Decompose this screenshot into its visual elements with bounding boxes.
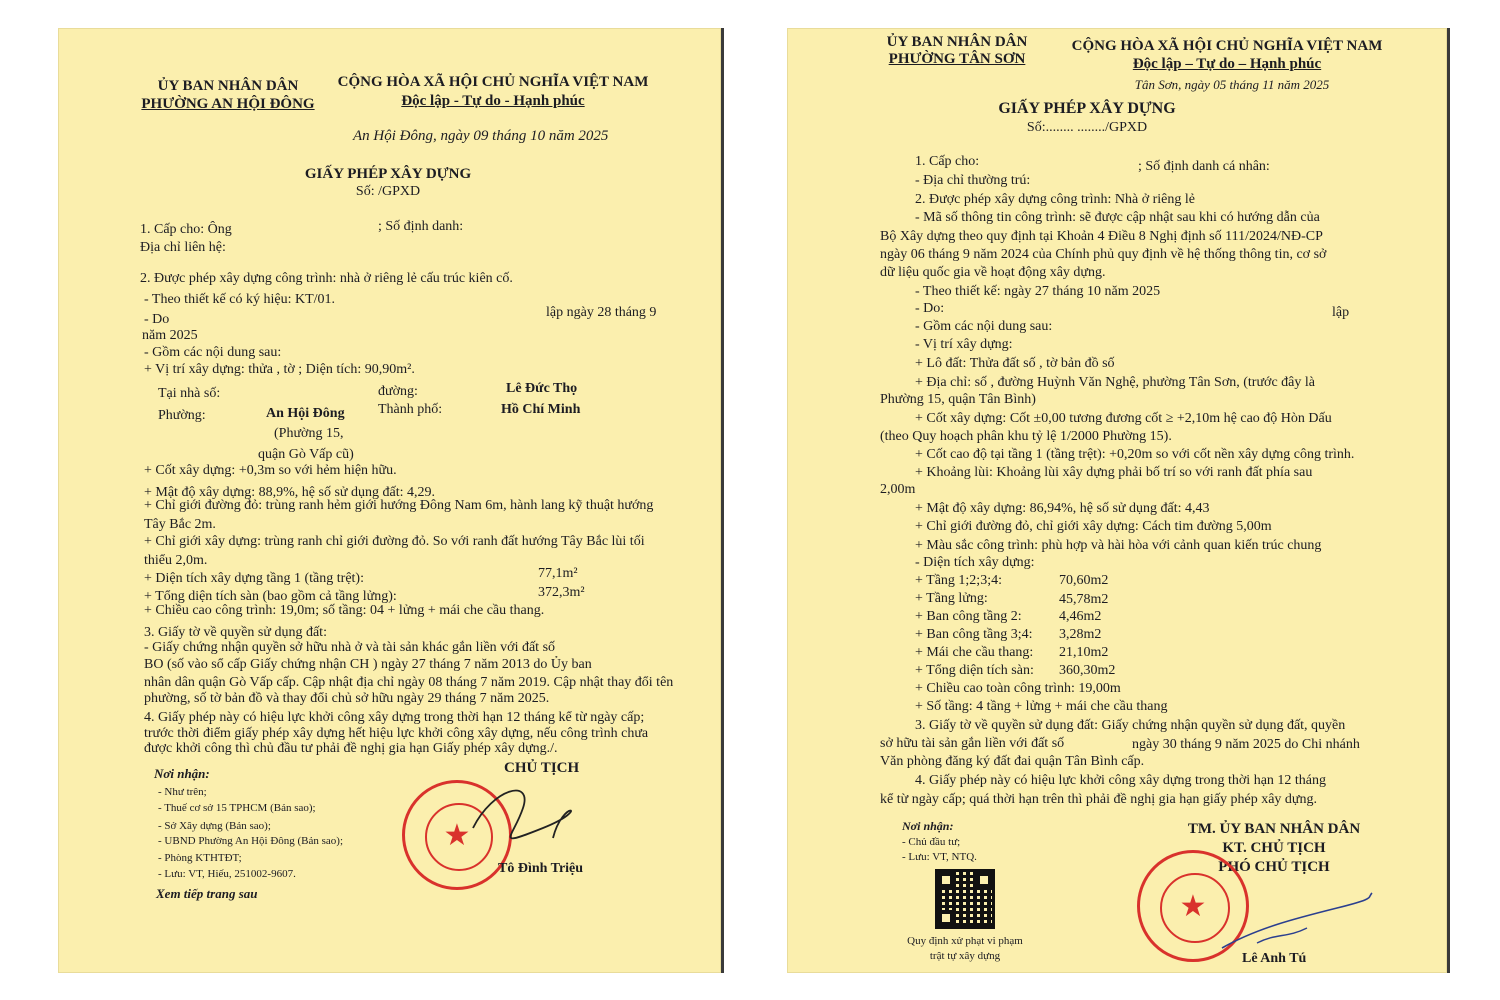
city-label: Thành phố:	[378, 402, 443, 417]
national-title: CỘNG HÒA XÃ HỘI CHỦ NGHĨA VIỆT NAM	[1071, 38, 1383, 54]
id-number: ; Số định danh cá nhân:	[1138, 159, 1270, 174]
red-line-boundary-cont: Tây Bắc 2m.	[144, 517, 216, 532]
area-balcony-2-value: 4,46m2	[1059, 609, 1102, 624]
signer-line-2: KT. CHỦ TỊCH	[1222, 840, 1326, 856]
area-heading: - Diện tích xây dựng:	[915, 555, 1035, 570]
signer-name: Tô Đình Triệu	[498, 861, 584, 876]
permit-page-tan-son	[787, 28, 1447, 973]
recipient-item: - Lưu: VT, NTQ.	[902, 851, 977, 863]
validity-line-2: trước thời điểm giấy phép xây dựng hết hiệu lực khởi công xây dựng, nếu công trình chưa	[144, 726, 649, 741]
section-3-heading: 3. Giấy tờ về quyền sử dụng đất:	[144, 625, 327, 640]
permanent-address: - Địa chỉ thường trú:	[915, 173, 1031, 188]
designer: - Do	[144, 312, 170, 327]
ground-floor-area-label: + Diện tích xây dựng tầng 1 (tầng trệt):	[144, 571, 364, 586]
section-3-line-1: 3. Giấy tờ về quyền sử dụng đất: Giấy chứng nhận quyền sử dụng đất, quyền	[915, 718, 1346, 733]
building-height: + Chiều cao công trình: 19,0m; số tầng: 04 + lửng + mái che cầu thang.	[144, 603, 545, 618]
red-line-boundary: + Chỉ giới đường đỏ, chỉ giới xây dựng: Cách tim đường 5,00m	[915, 519, 1272, 534]
project-code-line-4: dữ liệu quốc gia về hoạt động xây dựng.	[880, 265, 1106, 280]
signer-title: CHỦ TỊCH	[504, 760, 580, 776]
qr-code-icon[interactable]	[935, 869, 995, 929]
validity-line-2: kể từ ngày cấp; quá thời hạn trên thì phải đề nghị gia hạn giấy phép xây dựng.	[880, 792, 1318, 807]
construction-level: + Cốt xây dựng: Cốt ±0,00 tương đương cốt ≥ +2,10m hệ cao độ Hòn Dấu	[915, 411, 1332, 426]
section-2-heading: 2. Được phép xây dựng công trình: Nhà ở riêng lẻ	[915, 192, 1195, 207]
total-floor-area-value: 360,30m2	[1059, 663, 1116, 678]
designer-suffix: lập	[1332, 305, 1350, 320]
number-of-floors: + Số tầng: 4 tầng + lửng + mái che cầu thang	[915, 699, 1168, 714]
recipient-item: - Như trên;	[158, 786, 207, 798]
national-motto-text: Độc lập - Tự do - Hạnh phúc	[401, 93, 585, 109]
id-number: ; Số định danh:	[378, 219, 464, 234]
former-ward: (Phường 15,	[274, 426, 344, 441]
recipient-item: - Sở Xây dựng (Bản sao);	[158, 820, 271, 832]
area-balcony-34-label: + Ban công tầng 3;4:	[915, 627, 1033, 642]
national-motto	[1057, 56, 1397, 73]
validity-line-1: 4. Giấy phép này có hiệu lực khởi công xây dựng trong thời hạn 12 tháng	[915, 773, 1327, 788]
site-location-heading: - Vị trí xây dựng:	[915, 337, 1013, 352]
area-mezzanine-label: + Tầng lửng:	[915, 591, 988, 606]
star-icon: ★	[443, 819, 471, 852]
document-number: Số: /GPXD	[355, 184, 421, 199]
signer-name: Lê Anh Tú	[1242, 951, 1307, 966]
setback-value: 2,00m	[880, 482, 916, 497]
design-date: - Theo thiết kế: ngày 27 tháng 10 năm 2025	[915, 284, 1161, 299]
red-line-boundary: + Chỉ giới đường đỏ: trùng ranh hẻm giới hướng Đông Nam 6m, hành lang kỹ thuật hướng	[144, 498, 654, 513]
city-name: Hồ Chí Minh	[501, 402, 581, 417]
permit-holder: 1. Cấp cho: Ông	[140, 222, 232, 237]
signer-line-1: TM. ỦY BAN NHÂN DÂN	[1187, 821, 1361, 837]
ground-floor-area-value: 77,1m²	[538, 566, 578, 581]
ward-name: An Hội Đông	[266, 406, 345, 421]
area-stair-roof-label: + Mái che cầu thang:	[915, 645, 1034, 660]
design-date: lập ngày 28 tháng 9	[546, 305, 657, 320]
total-floor-area-value: 372,3m²	[538, 585, 585, 600]
design-year: năm 2025	[142, 328, 198, 343]
continue-note: Xem tiếp trang sau	[156, 886, 258, 901]
recipient-item: - Chủ đầu tư;	[902, 836, 961, 848]
certificate-line-4: phường, số tờ bản đồ và thay đổi chủ sở hữu ngày 29 tháng 7 năm 2025.	[144, 691, 550, 706]
construction-level: + Cốt xây dựng: +0,3m so với hẻm hiện hữu.	[144, 463, 397, 478]
validity-line-3: được khởi công thì chủ đầu tư phải đề nghị gia hạn Giấy phép xây dựng./.	[144, 741, 558, 756]
total-floor-area-label: + Tổng diện tích sàn (bao gồm cả tầng lửng):	[144, 589, 397, 604]
section-3-line-3: Văn phòng đăng ký đất đai quận Tân Bình cấp.	[880, 754, 1145, 769]
contact-address: Địa chỉ liên hệ:	[140, 240, 226, 255]
recipient-item: - Thuế cơ sở 15 TPHCM (Bản sao);	[158, 802, 316, 814]
permit-page-an-hoi-dong	[58, 28, 721, 973]
setback: + Khoảng lùi: Khoảng lùi xây dựng phải bố trí so với ranh đất phía sau	[915, 465, 1313, 480]
building-density: + Mật độ xây dựng: 88,9%, hệ số sử dụng đất: 4,29.	[144, 485, 435, 500]
document-title: GIẤY PHÉP XÂY DỰNG	[998, 100, 1176, 117]
recipient-item: - UBND Phường An Hội Đông (Bản sao);	[158, 835, 344, 847]
street-label: đường:	[378, 384, 418, 399]
qr-caption-line-2: trật tự xây dựng	[929, 950, 1001, 962]
building-color: + Màu sắc công trình: phù hợp và hài hòa với cảnh quan kiến trúc chung	[915, 538, 1322, 553]
contents-heading: - Gồm các nội dung sau:	[915, 319, 1053, 334]
issuer-ward-text: PHƯỜNG AN HỘI ĐÔNG	[141, 96, 315, 112]
certificate-line-3: nhân dân quận Gò Vấp cấp. Cập nhật địa chỉ ngày 08 tháng 7 năm 2019. Cập nhật thay đổi tên	[144, 675, 674, 690]
recipients-title: Nơi nhận:	[154, 766, 210, 781]
permit-holder: 1. Cấp cho:	[915, 154, 980, 169]
validity-line-1: 4. Giấy phép này có hiệu lực khởi công xây dựng trong thời hạn 12 tháng kể từ ngày cấp;	[144, 710, 645, 725]
qr-caption-line-1: Quy định xử phạt vi phạm	[907, 935, 1023, 947]
former-district: quận Gò Vấp cũ)	[258, 447, 354, 462]
signature-icon	[453, 768, 573, 868]
section-2-heading: 2. Được phép xây dựng công trình: nhà ở riêng lẻ cấu trúc kiên cố.	[140, 271, 513, 286]
document-title: GIẤY PHÉP XÂY DỰNG	[304, 166, 472, 182]
issue-date: Tân Sơn, ngày 05 tháng 11 năm 2025	[1134, 77, 1330, 92]
signature-icon	[1217, 888, 1377, 958]
ground-floor-level: + Cốt cao độ tại tầng 1 (tầng trệt): +0,20m so với cốt nền xây dựng công trình.	[915, 447, 1355, 462]
recipient-item: - Phòng KTHTĐT;	[158, 852, 242, 864]
national-motto	[323, 93, 663, 110]
recipient-item: - Lưu: VT, Hiếu, 251002-9607.	[158, 868, 296, 880]
area-mezzanine-value: 45,78m2	[1059, 592, 1109, 607]
project-code-line-2: Bộ Xây dựng theo quy định tại Khoản 4 Điều 8 Nghị định số 111/2024/NĐ-CP	[880, 229, 1323, 244]
issuer-ward	[877, 51, 1037, 68]
section-3-line-2-date: ngày 30 tháng 9 năm 2025 do Chi nhánh	[1132, 737, 1360, 752]
house-number-label: Tại nhà số:	[158, 386, 221, 401]
star-icon: ★	[1179, 890, 1207, 923]
design-code: - Theo thiết kế có ký hiệu: KT/01.	[144, 292, 336, 307]
area-stair-roof-value: 21,10m2	[1059, 645, 1109, 660]
building-height: + Chiều cao toàn công trình: 19,00m	[915, 681, 1121, 696]
issuer-ward-text: PHƯỜNG TÂN SƠN	[888, 51, 1026, 67]
area-floors-label: + Tầng 1;2;3;4:	[915, 573, 1002, 588]
street-name: Lê Đức Thọ	[506, 381, 578, 396]
project-code-line-3: ngày 06 tháng 9 năm 2024 của Chính phủ quy định về hệ thống thông tin, cơ sở	[880, 247, 1327, 262]
national-title: CỘNG HÒA XÃ HỘI CHỦ NGHĨA VIỆT NAM	[337, 74, 649, 90]
project-code-line-1: - Mã số thông tin công trình: sẽ được cập nhật sau khi có hướng dẫn của	[915, 210, 1320, 225]
issuer-name: ỦY BAN NHÂN DÂN	[886, 34, 1028, 50]
national-motto-text: Độc lập – Tự do – Hạnh phúc	[1132, 56, 1322, 72]
setback-line-cont: thiểu 2,0m.	[144, 553, 208, 568]
ward-label: Phường:	[158, 408, 206, 423]
site-address-cont: Phường 15, quận Tân Bình)	[880, 392, 1036, 407]
total-floor-area-label: + Tổng diện tích sàn:	[915, 663, 1034, 678]
document-number: Số:........ ......../GPXD	[1026, 120, 1148, 135]
construction-level-cont: (theo Quy hoạch phân khu tỷ lệ 1/2000 Phường 15).	[880, 429, 1172, 444]
setback-line: + Chỉ giới xây dựng: trùng ranh chỉ giới đường đỏ. So với ranh đất hướng Tây Bắc lùi tối	[144, 534, 645, 549]
recipients-title: Nơi nhận:	[902, 819, 954, 833]
building-density: + Mật độ xây dựng: 86,94%, hệ số sử dụng đất: 4,43	[915, 501, 1210, 516]
signer-line-3: PHÓ CHỦ TỊCH	[1218, 859, 1330, 875]
certificate-line-1: - Giấy chứng nhận quyền sở hữu nhà ở và tài sản khác gắn liền với đất số	[144, 640, 556, 655]
area-balcony-34-value: 3,28m2	[1059, 627, 1102, 642]
section-3-line-2: sở hữu tài sản gắn liền với đất số	[880, 736, 1065, 751]
issuer-name: ỦY BAN NHÂN DÂN	[157, 78, 299, 94]
site-address: + Địa chỉ: số , đường Huỳnh Văn Nghệ, phường Tân Sơn, (trước đây là	[915, 375, 1315, 390]
site-location: + Vị trí xây dựng: thửa , tờ ; Diện tích: 90,90m².	[144, 362, 415, 377]
issue-date: An Hội Đông, ngày 09 tháng 10 năm 2025	[353, 128, 609, 144]
designer: - Do:	[915, 301, 945, 316]
contents-heading: - Gồm các nội dung sau:	[144, 345, 282, 360]
certificate-line-2: BO (số vào sổ cấp Giấy chứng nhận CH ) ngày 27 tháng 7 năm 2013 do Ủy ban	[144, 657, 592, 672]
area-balcony-2-label: + Ban công tầng 2:	[915, 609, 1022, 624]
issuer-ward	[118, 96, 338, 113]
area-floors-value: 70,60m2	[1059, 573, 1109, 588]
lot-info: + Lô đất: Thửa đất số , tờ bản đồ số	[915, 356, 1115, 371]
